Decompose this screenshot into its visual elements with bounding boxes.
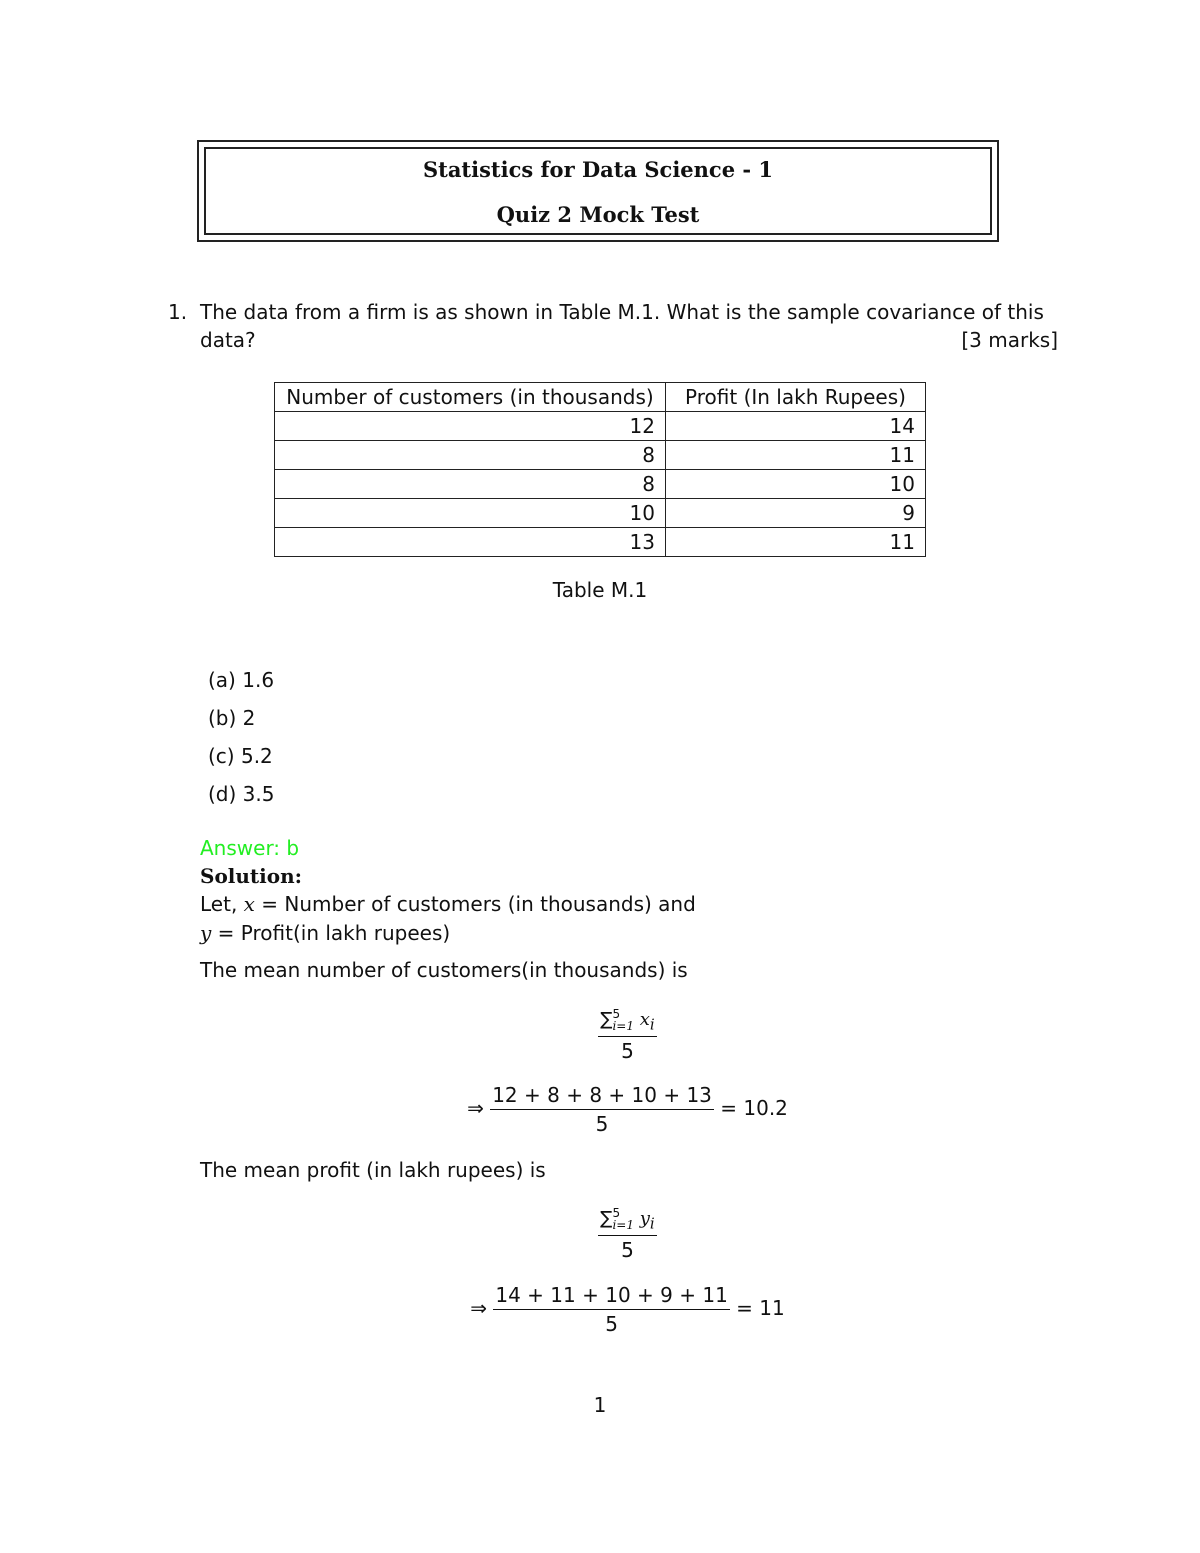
question-text-line1: The data from a firm is as shown in Table M.1. What is the sample covariance of this [200,300,1044,324]
table-cell: 10 [275,499,666,528]
mean-y-formula [0,1207,1200,1262]
calc-fraction-x [490,1083,714,1136]
option-value: 5.2 [240,744,273,768]
table-header-customers: Number of customers (in thousands) [275,383,666,412]
course-title: Statistics for Data Science - 1 [422,157,774,182]
table-cell: 9 [666,499,926,528]
y-definition: = Profit(in lakh rupees) [217,921,451,945]
table-cell: 11 [666,528,926,557]
data-table [274,382,926,557]
question-number: 1. [168,300,188,324]
y-variable: y [200,921,212,945]
sum-limits [612,1207,634,1231]
test-title: Quiz 2 Mock Test [496,202,700,227]
option-label: (d) [208,782,237,806]
table-cell: 8 [275,441,666,470]
option-d [208,782,274,806]
question-text-line2: data? [200,328,256,352]
solution-let-y [200,921,450,945]
y-result: = 11 [736,1296,785,1320]
table-cell: 10 [666,470,926,499]
implies-arrow: ⇒ [467,1096,484,1120]
table-cell: 14 [666,412,926,441]
x-definition: = Number of customers (in thousands) and [261,892,696,916]
sum-upper: 5 [612,1206,621,1220]
option-c [208,744,273,768]
solution-let-x [200,892,696,916]
page-number: 1 [593,1393,607,1417]
sum-fraction-x [598,1008,656,1063]
mean-x-text: The mean number of customers(in thousands) is [200,958,688,982]
table-header-profit: Profit (In lakh Rupees) [666,383,926,412]
y-subscript: i [649,1214,655,1233]
title-box [197,140,999,242]
sum-upper: 5 [612,1007,621,1021]
x-subscript: i [649,1015,655,1034]
sum-denominator: 5 [621,1038,634,1063]
sum-lower: i=1 [612,1019,634,1033]
table-caption: Table M.1 [552,578,648,602]
y-denominator: 5 [605,1312,618,1336]
table-row [275,412,926,441]
option-value: 3.5 [242,782,275,806]
x-numerator: 12 + 8 + 8 + 10 + 13 [490,1083,714,1110]
sum-fraction-y [598,1207,656,1262]
answer-text: Answer: b [200,836,300,860]
option-label: (c) [208,744,235,768]
option-value: 2 [242,706,256,730]
mean-x-formula [0,1008,1200,1063]
let-prefix: Let, [200,892,238,916]
solution-title: Solution: [200,864,303,888]
question-marks: [3 marks] [961,328,1058,352]
table-row [275,528,926,557]
option-label: (a) [208,668,236,692]
table-cell: 11 [666,441,926,470]
table-cell: 13 [275,528,666,557]
option-a [208,668,274,692]
table-cell: 12 [275,412,666,441]
calc-fraction-y [493,1283,729,1336]
sum-symbol: ∑ [600,1009,613,1030]
table-row [275,470,926,499]
x-denominator: 5 [595,1112,609,1136]
sum-numerator [598,1207,656,1236]
x-term: x [639,1009,650,1030]
sum-symbol: ∑ [600,1208,613,1229]
option-b [208,706,255,730]
title-box-inner [204,147,992,235]
y-numerator: 14 + 11 + 10 + 9 + 11 [493,1283,729,1310]
table-cell: 8 [275,470,666,499]
option-label: (b) [208,706,237,730]
mean-x-calculation [0,1083,1200,1136]
x-variable: x [243,892,255,916]
mean-y-calculation [0,1283,1200,1336]
y-term: y [639,1208,650,1229]
implies-arrow: ⇒ [470,1296,488,1320]
mean-y-text: The mean profit (in lakh rupees) is [200,1158,546,1182]
x-result: = 10.2 [720,1096,788,1120]
table-row [275,499,926,528]
table-header-row [275,383,926,412]
option-value: 1.6 [242,668,275,692]
sum-lower: i=1 [612,1218,634,1232]
sum-denominator: 5 [621,1237,634,1262]
sum-limits [612,1008,634,1032]
table-row [275,441,926,470]
sum-numerator [598,1008,656,1037]
